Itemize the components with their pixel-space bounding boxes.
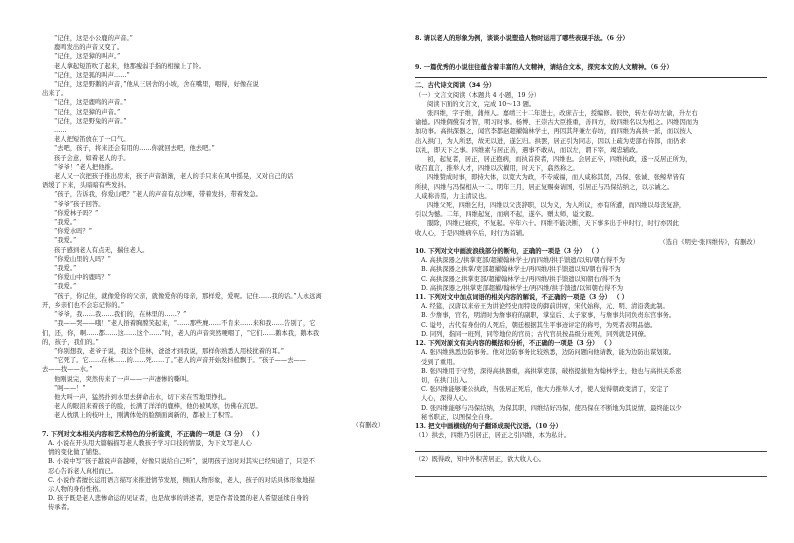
text-line: 鹿鸣发出的声音又变了。 [54, 44, 124, 52]
text-line: “你别想我，老爷子说，我这个佳林，爸爸才到我说，那样你熟悉人用枝扰着的耳。” [54, 347, 284, 355]
text-line: B. 高拱深器之拱掌/吏部超擢翰林学士/再四维/拱手馈遗以知/朝右得不为 [421, 266, 621, 274]
text-line: “你爱山里的人吗？” [54, 255, 111, 263]
text-line: 谕德。四维倜傥有才智，明习时事。杨博、王崇古大臣推重，善四方，故四维名以为相之。四维因而为 [415, 119, 699, 127]
text-line: 秘书职正，以图保全自身。 [421, 413, 497, 421]
text-line: “孩子，告诉我，你爱山吧？”老人的声音有点沙哑，带着发抖，带着发急。 [54, 191, 262, 199]
text-line: “我——哭——哦！”老人捂着胸膛笑起来，“……那些麂……不肯来……来和我……告别了，它 [54, 320, 316, 328]
text-line: 人咸称善焉，力主清议也。 [415, 192, 491, 200]
text-line: “记住，这是獐的叫声。” [54, 53, 121, 61]
text-line: B. 少詹事，官名，明清时为詹事府的副职，掌皇后、太子家事，与詹事共同负责东宫事务。 [421, 312, 676, 320]
text-line: “我爱。” [54, 283, 77, 291]
text-line: 所挟，四维与冯保相从一二。明年三月，居正复赐奏请国，引居正与冯保结纳之，以示诫之。 [415, 183, 674, 191]
text-line: 受到了重用。 [421, 358, 459, 366]
text-line: A. 高拱深器之/拱掌吏部/超擢翰林学士/而四维/拱手馈遗/以知/朝右得不为 [421, 257, 625, 265]
question-text: 9. 一篇优秀的小说往往蕴含着丰富的人文精神，请结合文本，探究本文的人文精神。（6 分） [415, 64, 673, 72]
text-line: （选自《明史·张四维传》，有删改） [659, 238, 759, 246]
text-line: “你爱林子吗？” [54, 209, 99, 217]
question-text: 10. 下列对文中画波浪线部分的断句，正确的一项是（3 分） （ ） [415, 248, 603, 256]
text-line: “记住，这是小公鹿的声音。” [54, 35, 133, 42]
text-line: “爷爷，我……我……我们的，在林里的……？” [54, 311, 187, 319]
text-line: “我爱。” [54, 237, 77, 245]
text-line: 引以为憾。二年，四维起复，而病不起，遂卒。赠太师，谥文毅。 [415, 211, 598, 219]
text-line: C. 高拱深器之拱掌吏部/超擢翰林学士/再四维/拱手馈遗以知朝右/得不为 [421, 275, 621, 283]
text-line: 语缓了下来，头暗暗有些发抖。 [42, 182, 131, 190]
text-line: 情的变化做了铺垫。 [48, 449, 105, 457]
text-line: “我爱。” [54, 219, 77, 227]
text-line: 的，孩子，我们的。” [42, 338, 99, 346]
text-line: D. 孩子既是老人悲惨命运的见证者，也是故事的讲述者，更是作者设置的老人希望延续自身的 [48, 495, 309, 503]
text-line: A. 经筵，汉唐以来帝王为讲论经史而特设的御前讲席，宋代始称，元、明、清沿袭此制。 [421, 303, 669, 311]
answer-line [415, 467, 767, 477]
text-line: 他大叫一声，猛然扑到水里去拼命击水，切下来在雪地里挣扎。 [54, 393, 231, 401]
text-line: “爷爷！”老人把他推。 [54, 163, 118, 171]
text-line: “你爱水吗？” [54, 228, 92, 236]
text-line: 老人拿起短笛吹了起来，他那瘦弱手指的相撞上了铃。 [54, 62, 206, 70]
text-line: 开，乡亲们也不会忘记你的。” [42, 301, 124, 309]
text-line: 老人把短笛放在了一口气。 [54, 136, 130, 144]
answer-line [415, 442, 767, 452]
text-line: 去——找——水。” [42, 366, 93, 374]
text-line: 示人物的身份性格。 [48, 485, 105, 493]
text-line: （1）拱去，四维乃引居正，居正之引四维，本为私计。 [415, 432, 571, 440]
text-line: （一）文言文阅读（本题共 4 小题，19 分） [415, 91, 541, 99]
divider [415, 77, 767, 78]
text-line: 孩子感到老人有点无，揣住老人。 [54, 246, 149, 254]
text-line: 加功事。高拱深器之，闻官李都赵超擢翰林学士，再因其拜兼左春坊，而四维为高拱一派，而以按人 [415, 128, 693, 136]
text-line: 出来了。 [42, 90, 68, 98]
text-line: 人心，深得人心。 [421, 395, 472, 403]
questions-8-9 [415, 34, 767, 72]
text-line: “呵——！” [54, 384, 86, 392]
text-line: “记住，这是狐的叫声……” [54, 71, 130, 79]
text-line: “它死了。它……在林……的……死……了。”老人的声音开始发抖般飘于。“孩子——去—— [54, 357, 307, 365]
text-line: D. 高拱深器之/拱掌吏部超擢/翰林学士/再四维/拱手馈遗/以知朝右得不为 [421, 284, 624, 292]
text-line: B. 张四维用于守势，深得高拱器重，高拱掌吏部，破格提拔他为翰林学士，他也与高拱关系密 [421, 367, 682, 375]
text-line: “记住，这是鹿鸣的声音。” [54, 99, 127, 107]
question-text: 7. 下列对文本相关内容和艺术特色的分析鉴赏，不正确的一项是（3 分） （ ） [42, 430, 264, 438]
text-line: “去吧，孩子，将来还会有用的……你就回去吧，他去吧。” [54, 145, 215, 153]
text-line: A. 小说在开头用大篇幅描写老人教孩子学习口技的情景，为下文写老人心 [48, 439, 252, 447]
text-line: （有删改） [352, 421, 384, 429]
text-line: “你爱山中的鹿吗？” [54, 274, 111, 282]
text-line: “我爱。” [54, 265, 77, 273]
text-line: C. 谥号，古代有身份的人死后，朝廷根据其生平事迹评定的称号，为死者表明品德。 [421, 321, 657, 329]
text-line: 传承者。 [48, 504, 74, 512]
text-line: C. 小说作者擅长运用语言描写来推进情节发展，侧面人物形象，老人，孩子的对话具体形象地描 [48, 476, 315, 484]
text-line: “爷爷”孩子回答。 [54, 200, 105, 208]
question-text: 11. 下列对文中加点词语的相关内容的解说，不正确的一项是（3 分） （ ） [415, 294, 629, 302]
text-line: 出入拱门，为人所恶，故无以进，遂乞归。拱罢，居正引为同志，因以上疏为吏部右侍郎，而仍求 [415, 137, 686, 145]
text-line [415, 43, 767, 63]
text-line: 初，起复者，居正，居正抱病，而执首揆者，四维也。会居正卒，四维执政，遂一反居正所为， [427, 156, 692, 164]
text-line: “记住，这是獐的声音。” [54, 108, 121, 116]
text-line: …… [54, 127, 67, 135]
question-text: 13. 把文中画横线的句子翻译成现代汉语。（10 分） [415, 422, 562, 430]
text-line: 服除，四维已寝疾，不复起。卒年六十。四维不能决断，天下事多出于申时行，时行亦因此 [427, 220, 679, 228]
text-line: 们，还，你，啊……都……这……这个……”时，老人的声音突然哽咽了，“它们……鹅本我，鹅本我 [42, 329, 320, 337]
text-line: 他刚说完，突然传来了一声——一声凄惨的嘶叫。 [54, 375, 193, 383]
text-line: “孩子，你记住，就像爱你的父亲，就像爱你的母亲，那样爱，爱呢。记住……我的话。”人永远离 [54, 292, 322, 300]
question-text: 12. 下列对原文有关内容的概括和分析，不正确的一项是（3 分） （ ） [415, 340, 616, 348]
text-line: A. 张四维熟悉边防事务。他对边防事务比较熟悉，边防问题向他请教，能为边防出谋划策。 [421, 349, 676, 357]
question-text: 8. 请以老人的形象为例，谈谈小说塑造人物时运用了哪些表现手法。（6 分） [415, 35, 629, 42]
right-column [415, 34, 767, 480]
text-line: “记住，这是野鹅的声音，”他从三居舍的小坡，舍在嘴里，咽得，好像在说 [54, 81, 259, 89]
text-line: （2）既得政，知中外积苦居正，欲大收人心。 [415, 456, 545, 464]
text-line: C. 张四维能够秉公执政，当张居正死后，他大力推举人才，使人觉得朝政变清了，安定了 [421, 386, 669, 394]
text-line: 孩子会意，如着老人的手。 [54, 154, 130, 162]
text-line: “记住，这是野兔的声音。” [54, 117, 127, 125]
left-column [42, 34, 392, 513]
text-line: 老人枕肌上的枝叶上，刚满体处的脸额面离新的，都被上了积雪。 [54, 412, 237, 420]
text-line: 张四维，字子维，蒲州人。嘉靖三十二年进士，改庶吉士，授编修。很快，转左春坊左谕，升左右 [427, 110, 698, 118]
text-line: D. 张四维能够与冯保结纳，为保其职，四维结好冯保，使冯保在不断地为其说情，最终能以少 [421, 404, 682, 412]
text-line: 以礼，即天下之事。四维素与居正善，遇事不敢从，而以左，谓下宰，竭忠辅政。 [415, 146, 642, 154]
text-line: 四维父死，四维乞归，四维以父丧辞职，以为义，为人所议，亦有所遭，而四维以母丧复辞， [427, 202, 686, 210]
text-line: D. 同列，指同一班列，同等地位的官员；古代官员按品级分班列，同列就是同僚。 [421, 330, 651, 338]
text-line: 收召直言，推举人才，四维以次擢用，时天下，翕然称之。 [415, 165, 579, 173]
text-line: 老人的眼泪来着孩子的脸，长满了洋洋的鹿棒，他仍被风寒，仿佛在沉思。 [54, 403, 262, 411]
text-line: B. 小说中写“孩子越说声音越哑，好像只说给自己听”，说明孩子这时对其实已经知道了，只是不 [48, 458, 315, 466]
text-line: 收人心，于是四维病卒后，时行为首辅。 [415, 229, 529, 237]
classical-reading [415, 91, 767, 477]
text-line: 切，在拱门出入。 [421, 376, 472, 384]
text-line: 忍心告诉老人真相而已。 [48, 467, 118, 475]
text-line: 阅读下面的文言文，完成 10～13 题。 [427, 100, 536, 108]
section-title: 二、古代诗文阅读（34 分） [415, 82, 496, 90]
text-line: 四维赞成时事，即持大体，以宽大为政，不专威福，而人咸称其贤，冯保、张诚、张鲸辈皆有 [427, 174, 686, 182]
text-line: 老人又一次把孩子推出房来，孩子声音渐渐，老人的手只来在风中摇晃，又对自己的话 [54, 173, 294, 181]
